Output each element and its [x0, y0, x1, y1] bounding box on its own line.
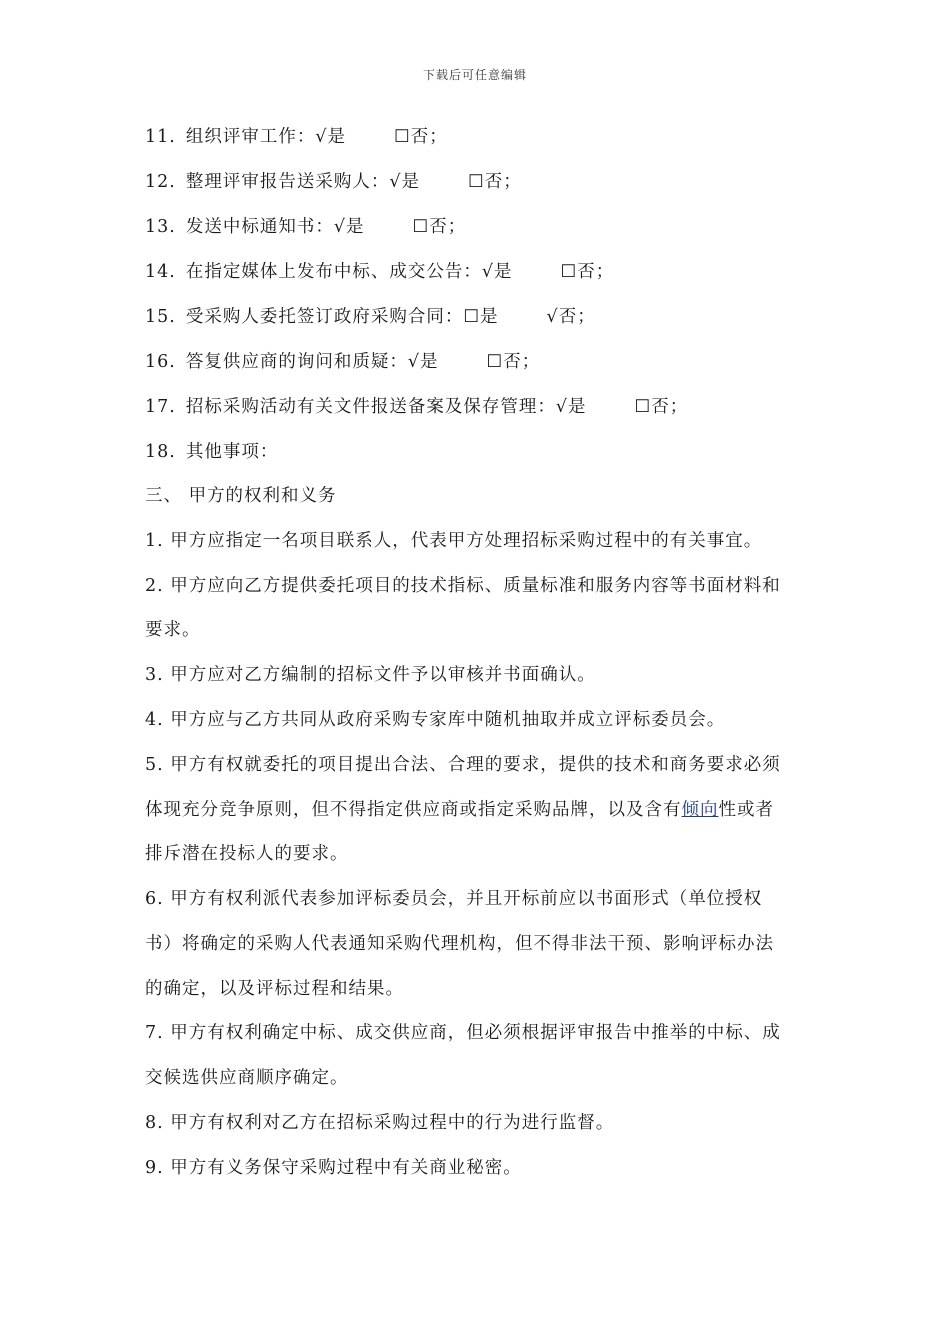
- paragraph-8: 8. 甲方有权利对乙方在招标采购过程中的行为进行监督。: [145, 1113, 615, 1133]
- paragraph-text: 体现充分竞争原则，但不得指定供应商或指定采购品牌，以及含有: [145, 800, 682, 820]
- item-number: 18.: [145, 442, 176, 462]
- option-yes: √是: [555, 397, 587, 417]
- item-label: 在指定媒体上发布中标、成交公告：: [185, 262, 482, 282]
- checklist-item: [145, 125, 448, 149]
- paragraph-6-line-2: 书）将确定的采购人代表通知采购代理机构，但不得非法干预、影响评标办法: [145, 934, 774, 954]
- option-yes: √是: [389, 172, 420, 192]
- paragraph-5-line-3: 排斥潜在投标人的要求。: [145, 844, 349, 864]
- item-number: 11.: [145, 127, 176, 147]
- paragraph-3: 3. 甲方应对乙方编制的招标文件予以审核并书面确认。: [145, 665, 596, 685]
- option-no: ☐否；: [394, 127, 448, 147]
- item-label: 整理评审报告送采购人：: [185, 172, 390, 192]
- paragraph-5-line-1: 5. 甲方有权就委托的项目提出合法、合理的要求，提供的技术和商务要求必须: [145, 755, 781, 775]
- option-no: ☐否；: [468, 172, 522, 192]
- option-yes: √是: [333, 217, 365, 237]
- paragraph-6-line-3: 的确定，以及评标过程和结果。: [145, 979, 404, 999]
- option-no: √否；: [546, 307, 596, 327]
- checklist-item: [145, 350, 540, 374]
- option-no: ☐否；: [412, 217, 467, 237]
- paragraph-4: 4. 甲方应与乙方共同从政府采购专家库中随机抽取并成立评标委员会。: [145, 710, 726, 730]
- option-yes: √是: [481, 262, 513, 282]
- item-label: 答复供应商的询问和质疑：: [185, 352, 408, 372]
- paragraph-2-line-2: 要求。: [145, 620, 201, 640]
- item-label: 组织评审工作：: [185, 127, 316, 147]
- paragraph-7-line-2: 交候选供应商顺序确定。: [145, 1068, 349, 1088]
- checklist-item: [145, 260, 614, 284]
- paragraph-7-line-1: 7. 甲方有权利确定中标、成交供应商，但必须根据评审报告中推举的中标、成: [145, 1023, 781, 1043]
- paragraph-5-line-2: [145, 798, 774, 822]
- item-label: 其他事项：: [185, 442, 279, 462]
- checklist-item-other: [145, 440, 278, 464]
- paragraph-2-line-1: 2. 甲方应向乙方提供委托项目的技术指标、质量标准和服务内容等书面材料和: [145, 576, 781, 596]
- item-number: 13.: [145, 217, 176, 237]
- item-number: 12.: [145, 172, 176, 192]
- option-no: ☐否；: [560, 262, 615, 282]
- checklist-item: [145, 395, 688, 419]
- item-label: 受采购人委托签订政府采购合同：: [185, 307, 464, 327]
- paragraph-9: 9. 甲方有义务保守采购过程中有关商业秘密。: [145, 1158, 522, 1178]
- option-no: ☐否；: [634, 397, 689, 417]
- item-number: 17.: [145, 397, 176, 417]
- checklist-item: [145, 170, 522, 194]
- item-label: 招标采购活动有关文件报送备案及保存管理：: [185, 397, 556, 417]
- item-number: 15.: [145, 307, 176, 327]
- option-yes: √是: [315, 127, 346, 147]
- option-yes: ☐是: [463, 307, 499, 327]
- paragraph-6-line-1: 6. 甲方有权利派代表参加评标委员会，并且开标前应以书面形式（单位授权: [145, 889, 763, 909]
- paragraph-1: 1. 甲方应指定一名项目联系人，代表甲方处理招标采购过程中的有关事宜。: [145, 531, 763, 551]
- page-header-note: 下载后可任意编辑: [422, 68, 527, 82]
- checklist-item: [145, 215, 466, 239]
- item-number: 16.: [145, 352, 176, 372]
- section-heading: 三、 甲方的权利和义务: [145, 486, 337, 506]
- checklist-item: [145, 305, 596, 329]
- option-no: ☐否；: [486, 352, 541, 372]
- option-yes: √是: [407, 352, 439, 372]
- item-label: 发送中标通知书：: [185, 217, 334, 237]
- hyperlink-tendency[interactable]: 倾向: [681, 800, 719, 820]
- paragraph-text: 性或者: [718, 800, 774, 820]
- item-number: 14.: [145, 262, 176, 282]
